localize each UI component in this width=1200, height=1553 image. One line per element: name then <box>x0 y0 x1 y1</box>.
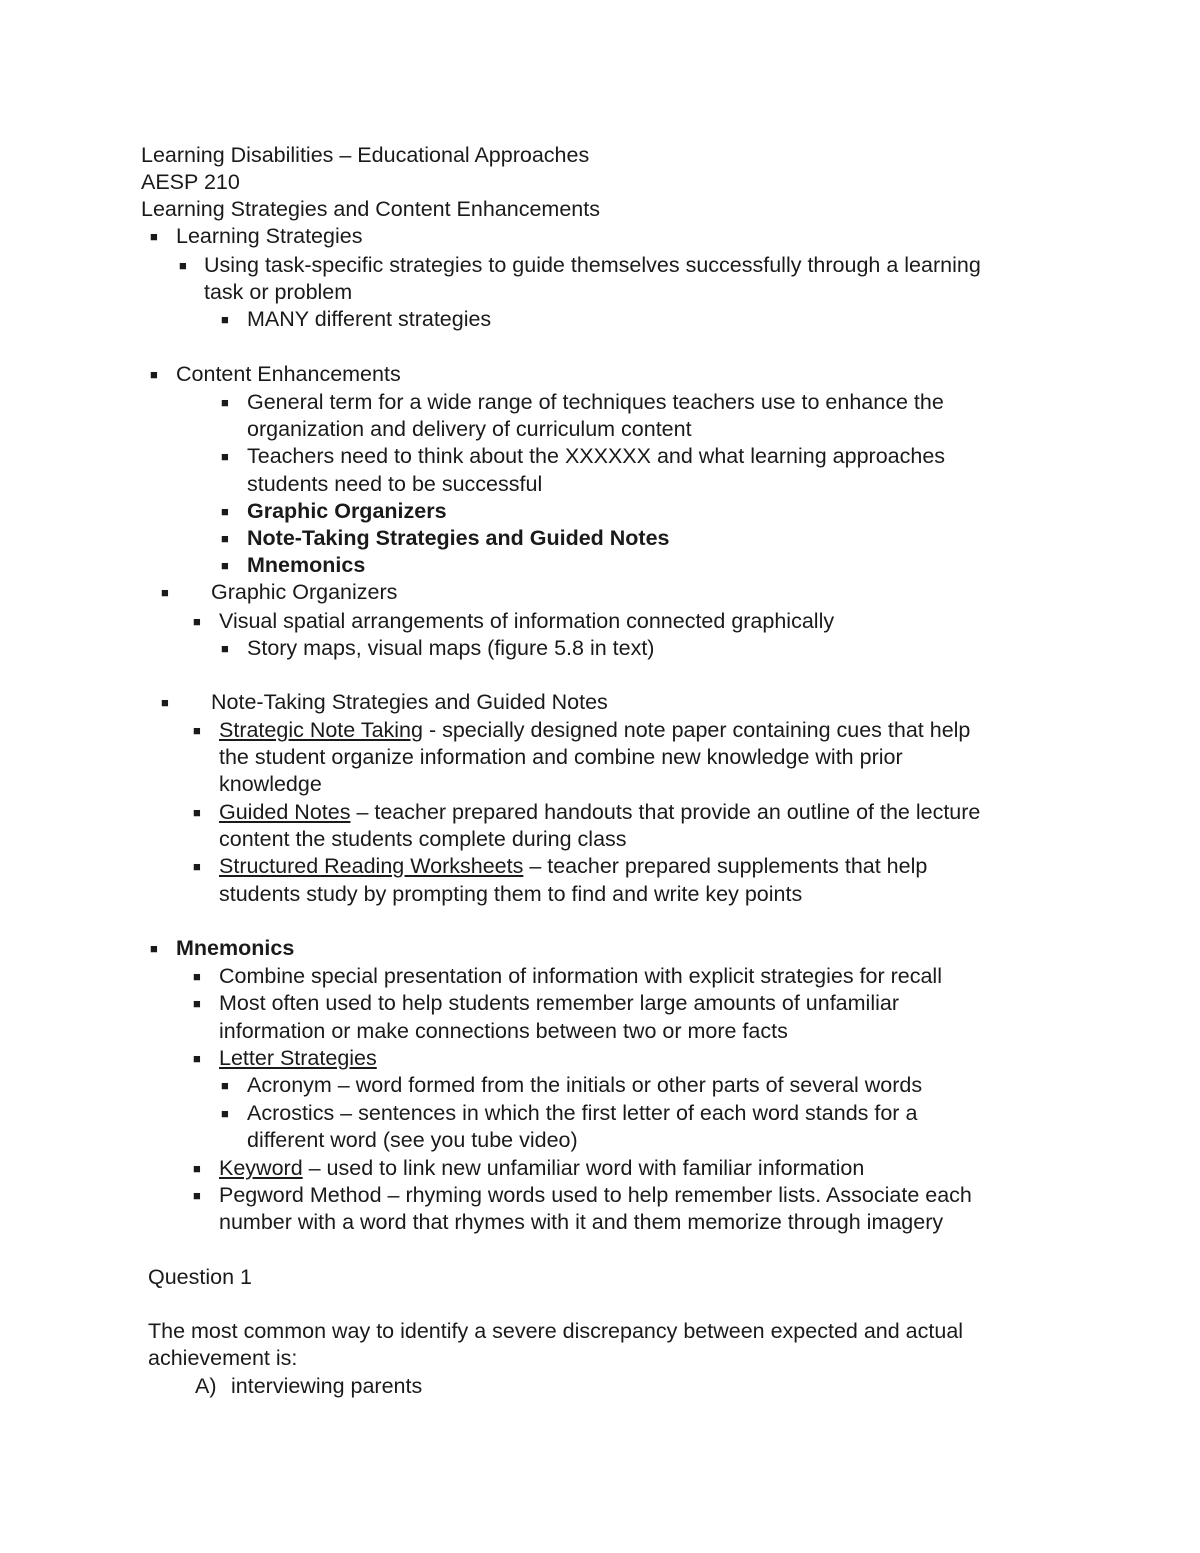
mnemonics-heading: Mnemonics <box>176 936 295 960</box>
term-structured-reading-worksheets: Structured Reading Worksheets <box>219 854 524 878</box>
term-strategic-note-taking: Strategic Note Taking <box>219 718 423 742</box>
learning-strategies-heading: Learning Strategies <box>176 224 363 248</box>
list-item-line: General term for a wide range of techniques teachers use to enhance the <box>247 390 944 414</box>
bullet-icon: ■ <box>193 805 201 820</box>
term-guided-notes: Guided Notes <box>219 800 351 824</box>
bullet-icon: ■ <box>193 859 201 874</box>
bullet-icon: ■ <box>221 504 229 519</box>
list-item-line: Pegword Method – rhyming words used to help remember lists. Associate each <box>219 1183 972 1207</box>
term-keyword: Keyword <box>219 1156 303 1180</box>
question-label: Question 1 <box>148 1265 252 1289</box>
list-item-line: Graphic Organizers <box>247 499 447 523</box>
bullet-icon: ■ <box>221 531 229 546</box>
definition-text: – used to link new unfamiliar word with familiar information <box>302 1156 865 1180</box>
bullet-icon: ■ <box>193 723 201 738</box>
list-item-line: students need to be successful <box>247 472 543 496</box>
list-item-line: Story maps, visual maps (figure 5.8 in text) <box>247 636 655 660</box>
bullet-icon: ■ <box>193 614 201 629</box>
document-title: Learning Disabilities – Educational Approaches <box>141 143 590 167</box>
list-item-line: Most often used to help students remember large amounts of unfamiliar <box>219 991 899 1015</box>
note-taking-heading: Note-Taking Strategies and Guided Notes <box>211 690 608 714</box>
option-a-label: A) <box>195 1374 217 1398</box>
bullet-icon: ■ <box>193 1051 201 1066</box>
content-enhancements-heading: Content Enhancements <box>176 362 401 386</box>
list-item-line: MANY different strategies <box>247 307 492 331</box>
bullet-icon: ■ <box>161 695 169 710</box>
definition-text: – teacher prepared handouts that provide an outline of the lecture <box>350 800 981 824</box>
bullet-icon: ■ <box>193 996 201 1011</box>
course-code: AESP 210 <box>141 170 240 194</box>
list-item-line <box>219 717 970 744</box>
list-item-line: Acrostics – sentences in which the first letter of each word stands for a <box>247 1101 918 1125</box>
bullet-icon: ■ <box>193 969 201 984</box>
list-item-line <box>219 1155 864 1182</box>
bullet-icon: ■ <box>150 367 158 382</box>
list-item-line: Visual spatial arrangements of information connected graphically <box>219 609 835 633</box>
list-item-line: Teachers need to think about the XXXXXX and what learning approaches <box>247 444 946 468</box>
bullet-icon: ■ <box>221 395 229 410</box>
term-letter-strategies: Letter Strategies <box>219 1046 377 1070</box>
list-item-line: knowledge <box>219 772 322 796</box>
list-item-line: the student organize information and combine new knowledge with prior <box>219 745 903 769</box>
list-item-line: Acronym – word formed from the initials or other parts of several words <box>247 1073 923 1097</box>
list-item-line: number with a word that rhymes with it and them memorize through imagery <box>219 1210 944 1234</box>
bullet-icon: ■ <box>221 1078 229 1093</box>
list-item-line: Note-Taking Strategies and Guided Notes <box>247 526 670 550</box>
list-item-line: Using task-specific strategies to guide themselves successfully through a learning <box>204 253 981 277</box>
bullet-icon: ■ <box>150 941 158 956</box>
bullet-icon: ■ <box>221 312 229 327</box>
bullet-icon: ■ <box>161 585 169 600</box>
bullet-icon: ■ <box>193 1161 201 1176</box>
list-item-line: different word (see you tube video) <box>247 1128 578 1152</box>
question-text-line: The most common way to identify a severe discrepancy between expected and actual <box>148 1319 964 1343</box>
topic-heading: Learning Strategies and Content Enhancements <box>141 197 600 221</box>
list-item-line: task or problem <box>204 280 353 304</box>
bullet-icon: ■ <box>221 449 229 464</box>
option-a-text: interviewing parents <box>231 1374 423 1398</box>
list-item-line: Mnemonics <box>247 553 366 577</box>
definition-text: – teacher prepared supplements that help <box>523 854 928 878</box>
list-item-line: organization and delivery of curriculum content <box>247 417 692 441</box>
list-item-line: students study by prompting them to find and write key points <box>219 882 803 906</box>
list-item-line <box>219 799 980 826</box>
definition-text: - specially designed note paper containing cues that help <box>422 718 971 742</box>
question-text-line: achievement is: <box>148 1346 298 1370</box>
list-item-line: information or make connections between two or more facts <box>219 1019 788 1043</box>
list-item-line: content the students complete during class <box>219 827 627 851</box>
graphic-organizers-heading: Graphic Organizers <box>211 580 398 604</box>
bullet-icon: ■ <box>193 1188 201 1203</box>
bullet-icon: ■ <box>221 558 229 573</box>
bullet-icon: ■ <box>221 1106 229 1121</box>
bullet-icon: ■ <box>150 229 158 244</box>
list-item-line: Combine special presentation of information with explicit strategies for recall <box>219 964 942 988</box>
list-item-line <box>219 853 927 880</box>
bullet-icon: ■ <box>221 641 229 656</box>
bullet-icon: ■ <box>179 258 187 273</box>
